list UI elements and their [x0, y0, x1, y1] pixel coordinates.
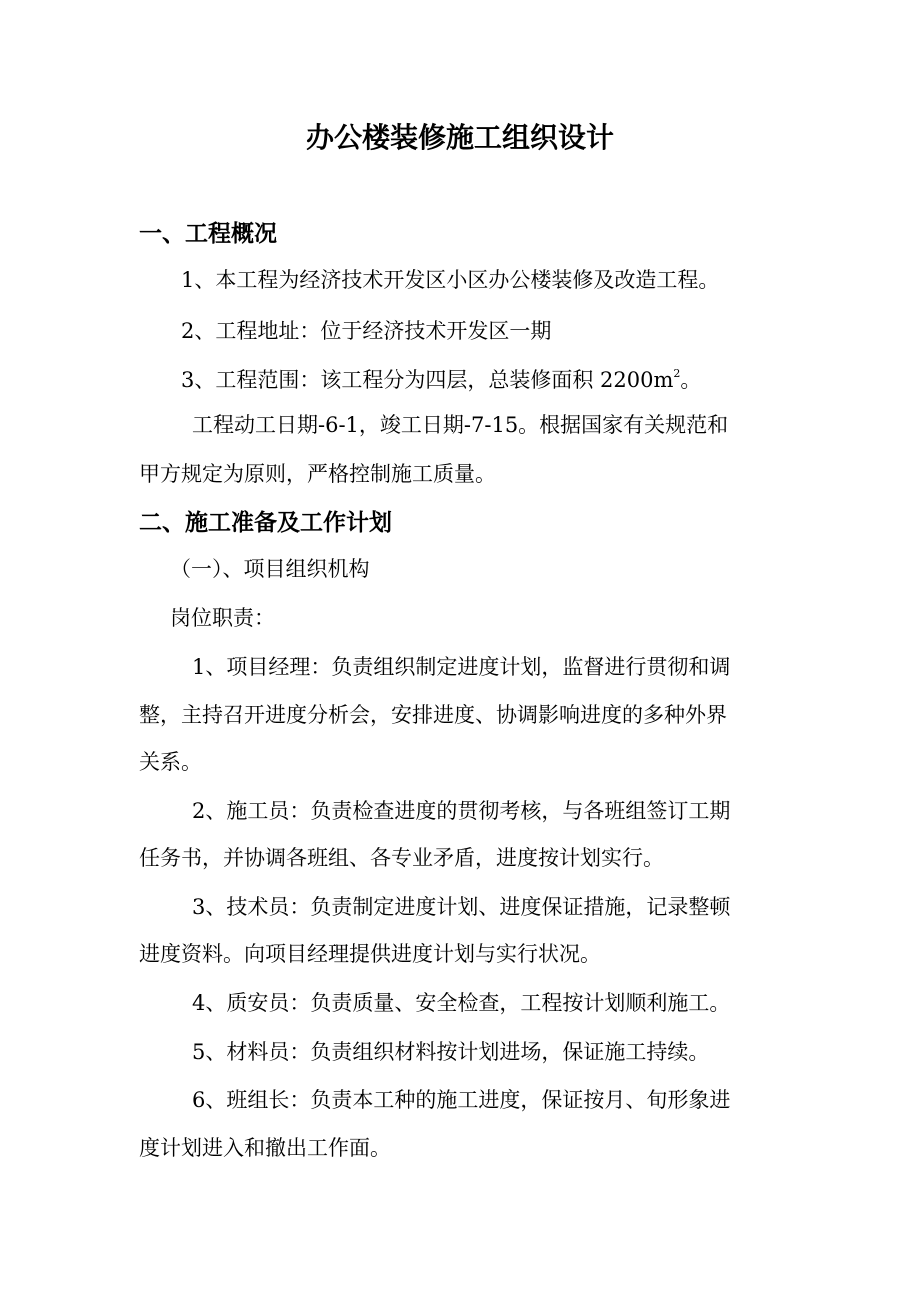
- paragraph-line: 进度资料。向项目经理提供进度计划与实行状况。: [139, 942, 601, 966]
- subsection-heading: （一）、项目组织机构: [170, 557, 370, 581]
- paragraph-line: 工程动工日期-6-1，竣工日期-7-15。根据国家有关规范和: [192, 413, 729, 437]
- paragraph-line: 5、材料员：负责组织材料按计划进场，保证施工持续。: [192, 1040, 710, 1064]
- area-tail: 。: [680, 368, 702, 392]
- area-text: 3、工程范围：该工程分为四层，总装修面积 2200m: [181, 368, 674, 392]
- paragraph-line: 1、本工程为经济技术开发区小区办公楼装修及改造工程。: [181, 268, 720, 292]
- responsibilities-label: 岗位职责：: [170, 606, 275, 630]
- paragraph-line: 2、工程地址：位于经济技术开发区一期: [181, 319, 552, 343]
- area-superscript: 2: [673, 367, 681, 380]
- document-title: 办公楼装修施工组织设计: [305, 121, 614, 154]
- paragraph-line-area: [181, 368, 701, 392]
- paragraph-line: 关系。: [139, 750, 202, 774]
- paragraph-line: 1、项目经理：负责组织制定进度计划，监督进行贯彻和调: [192, 655, 731, 679]
- paragraph-line: 4、质安员：负责质量、安全检查，工程按计划顺利施工。: [192, 991, 731, 1015]
- paragraph-line: 6、班组长：负责本工种的施工进度，保证按月、旬形象进: [192, 1088, 731, 1112]
- paragraph-line: 3、技术员：负责制定进度计划、进度保证措施，记录整顿: [192, 895, 731, 919]
- paragraph-line: 整，主持召开进度分析会，安排进度、协调影响进度的多种外界: [139, 703, 727, 727]
- paragraph-line: 度计划进入和撤出工作面。: [139, 1136, 391, 1160]
- paragraph-line: 甲方规定为原则，严格控制施工质量。: [139, 462, 496, 486]
- paragraph-line: 任务书，并协调各班组、各专业矛盾，进度按计划实行。: [139, 846, 664, 870]
- paragraph-line: 2、施工员：负责检查进度的贯彻考核，与各班组签订工期: [192, 799, 731, 823]
- section-heading-overview: 一、工程概况: [139, 221, 277, 247]
- section-heading-preparation: 二、施工准备及工作计划: [139, 510, 392, 536]
